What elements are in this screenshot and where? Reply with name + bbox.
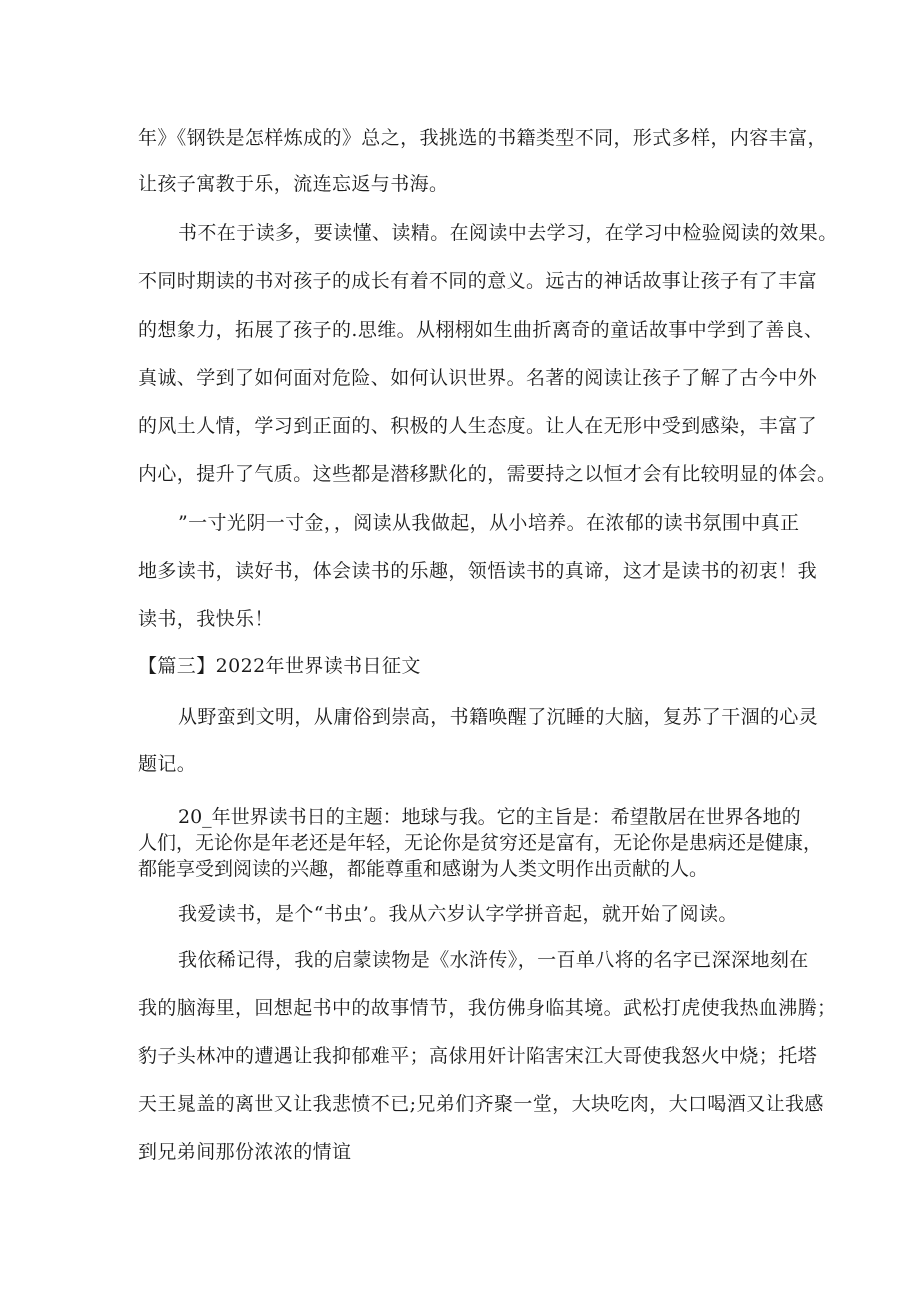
paragraph-line: 我的脑海里，回想起书中的故事情节，我仿佛身临其境。武松打虎使我热血沸腾； xyxy=(138,997,837,1019)
paragraph-line: 我依稀记得，我的启蒙读物是《水浒传》，一百单八将的名字已深深地刻在 xyxy=(178,949,809,971)
paragraph-line: 的想象力，拓展了孩子的.思维。从栩栩如生曲折离奇的童话故事中学到了善良、 xyxy=(138,319,824,341)
paragraph-line: 人们，无论你是年老还是年轻，无论你是贫穷还是富有，无论你是患病还是健康， xyxy=(138,832,823,854)
paragraph-line: 从野蛮到文明，从庸俗到崇高，书籍唤醒了沉睡的大脑，复苏了干涸的心灵 xyxy=(178,706,819,728)
paragraph-line: 的风土人情，学习到正面的、积极的人生态度。让人在无形中受到感染，丰富了 xyxy=(138,415,818,437)
paragraph-line: 内心，提升了气质。这些都是潜移默化的，需要持之以恒才会有比较明显的体会。 xyxy=(138,463,837,485)
section-heading: 【篇三】2022年世界读书日征文 xyxy=(138,655,421,677)
paragraph-line: 我爱读书，是个“书虫’。我从六岁认字学拼音起，就开始了阅读。 xyxy=(178,903,738,925)
paragraph-line: 豹子头林冲的遭遇让我抑郁难平；高俅用奸计陷害宋江大哥使我怒火中烧；托塔 xyxy=(138,1045,818,1067)
paragraph-line: 真诚、学到了如何面对危险、如何认识世界。名著的阅读让孩子了解了古今中外 xyxy=(138,367,818,389)
paragraph-line: 年》《钢铁是怎样炼成的》总之，我挑选的书籍类型不同，形式多样，内容丰富， xyxy=(138,127,827,149)
paragraph-line: 读书，我快乐！ xyxy=(138,608,274,630)
paragraph-line: 都能享受到阅读的兴趣，都能尊重和感谢为人类文明作出贡献的人。 xyxy=(138,858,709,880)
paragraph-line: 到兄弟间那份浓浓的情谊 xyxy=(138,1141,352,1163)
paragraph-line: 题记。 xyxy=(138,753,197,775)
paragraph-line: 书不在于读多，要读懂、读精。在阅读中去学习，在学习中检验阅读的效果。 xyxy=(178,222,838,244)
paragraph-line: 天王晁盖的离世又让我悲愤不已;兄弟们齐聚一堂，大块吃肉，大口喝酒又让我感 xyxy=(138,1093,824,1115)
paragraph-line: 地多读书，读好书，体会读书的乐趣，领悟读书的真谛，这才是读书的初衷！我 xyxy=(138,560,818,582)
paragraph-line: 20_年世界读书日的主题：地球与我。它的主旨是：希望散居在世界各地的 xyxy=(178,806,801,828)
paragraph-line: 不同时期读的书对孩子的成长有着不同的意义。远古的神话故事让孩子有了丰富 xyxy=(138,270,818,292)
paragraph-line: ”一寸光阴一寸金，，阅读从我做起，从小培养。在浓郁的读书氛围中真正 xyxy=(178,512,800,534)
paragraph-line: 让孩子寓教于乐，流连忘返与书海。 xyxy=(138,173,449,195)
